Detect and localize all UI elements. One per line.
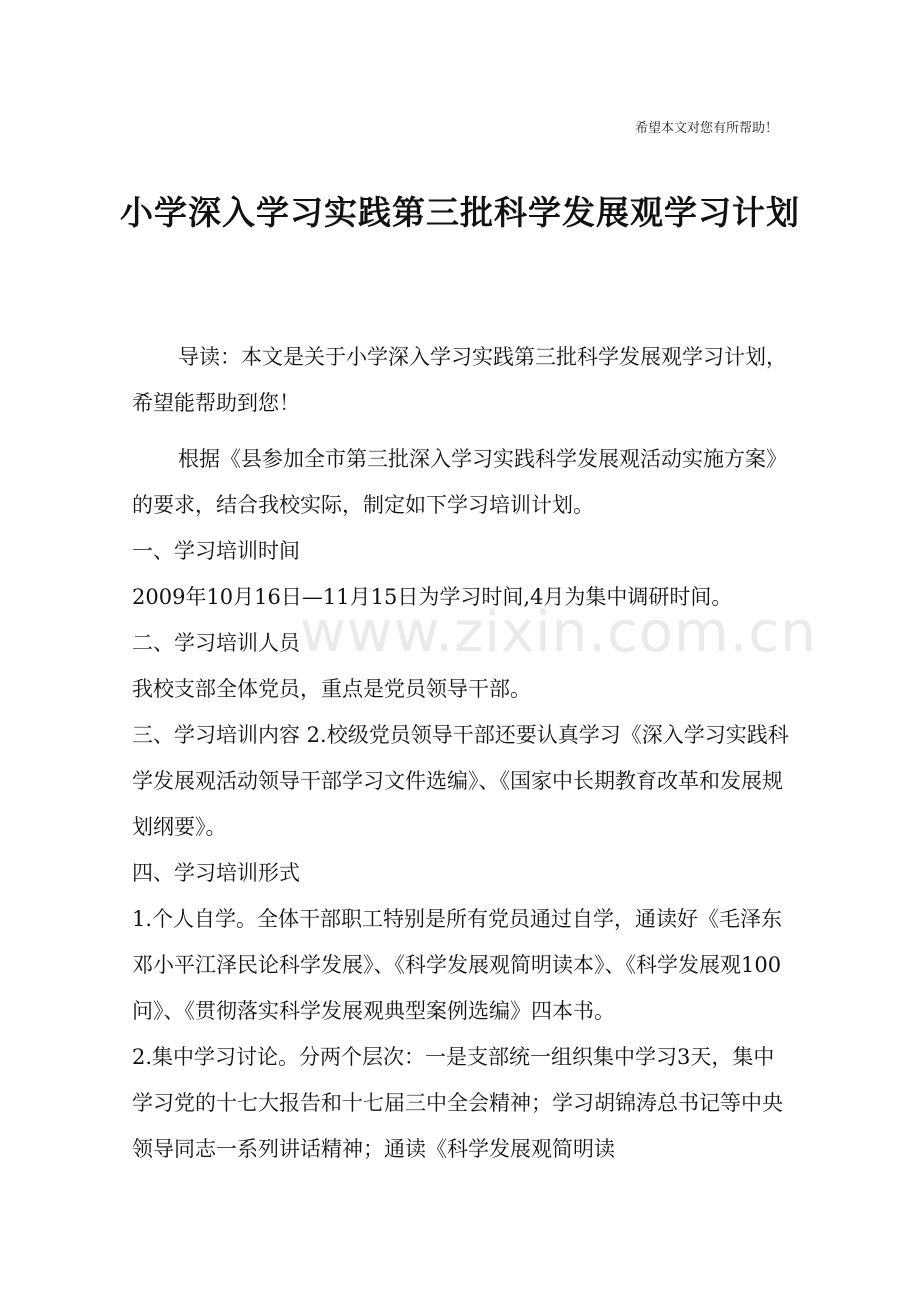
self-study-paragraph: 1.个人自学。全体干部职工特别是所有党员通过自学，通读好《毛泽东邓小平江泽民论科学发展》、《科学发展观简明读本》、《科学发展观100问》、《贯彻落实科学发展观典型案例选编》四本书。 [132, 907, 783, 1023]
section-heading-time: 一、学习培训时间 [132, 539, 300, 563]
intro-paragraph: 导读：本文是关于小学深入学习实践第三批科学发展观学习计划，希望能帮助到您！ [132, 345, 787, 415]
section-heading-personnel: 二、学习培训人员 [132, 631, 300, 655]
basis-paragraph: 根据《县参加全市第三批深入学习实践科学发展观活动实施方案》的要求，结合我校实际，制定如下学习培训计划。 [132, 447, 787, 517]
group-study-paragraph: 2.集中学习讨论。分两个层次：一是支部统一组织集中学习3天，集中学习党的十七大报告和十七届三中全会精神；学习胡锦涛总书记等中央领导同志一系列讲话精神；通读《科学发展观简明读 [132, 1045, 783, 1161]
document-title: 小学深入学习实践第三批科学发展观学习计划 [120, 193, 800, 232]
section-heading-form: 四、学习培训形式 [132, 861, 300, 885]
document-body [132, 334, 792, 1172]
time-paragraph: 2009年10月16日—11月15日为学习时间,4月为集中调研时间。 [132, 585, 733, 609]
personnel-paragraph: 我校支部全体党员，重点是党员领导干部。 [132, 677, 531, 701]
content-paragraph: 三、学习培训内容 2.校级党员领导干部还要认真学习《深入学习实践科学发展观活动领导干部学习文件选编》、《国家中长期教育改革和发展规划纲要》。 [132, 723, 789, 839]
header-note: 希望本文对您有所帮助！ [634, 121, 778, 136]
watermark: www.zixin.com.cn [300, 600, 817, 665]
